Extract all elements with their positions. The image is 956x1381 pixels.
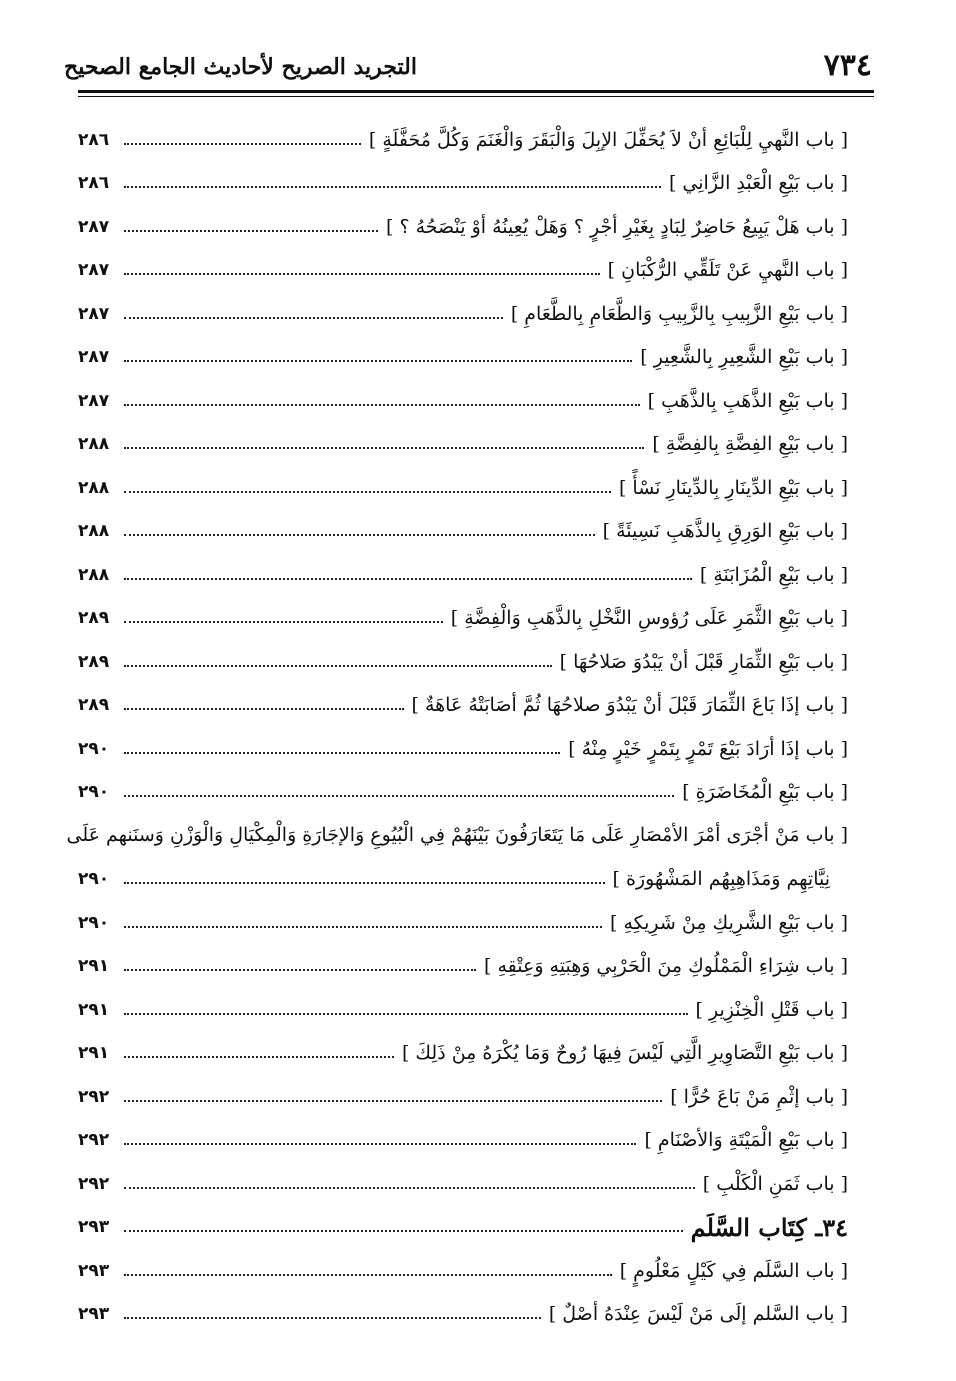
- entry-title: [ باب السَّلم إلَى مَنْ لَيْسَ عِنْدَهُ أصْلٌ ]: [548, 1303, 848, 1326]
- entry-title: [ باب بَيْعِ الثَّمَرِ عَلَى رُؤوسِ النَّخْلِ بِالذَّهَبِ وَالْفِضَّةِ ]: [450, 607, 848, 630]
- entry-page: ٢٨٧: [78, 347, 110, 368]
- dot-leader: [124, 882, 605, 884]
- dot-leader: [124, 1100, 662, 1102]
- entry-title: [ باب بَيْعِ الْعَبْدِ الزَّانِي ]: [668, 172, 848, 195]
- toc-entry: [78, 1032, 848, 1076]
- dot-leader: [124, 186, 661, 188]
- running-header-title: التجريد الصريح لأحاديث الجامع الصحيح: [64, 54, 417, 80]
- table-of-contents: [66, 118, 848, 1336]
- toc-group-2: [78, 901, 848, 1206]
- toc-group-1: [78, 118, 848, 814]
- entry-title: [ باب بَيْعِ الوَرِقِ بِالذَّهَبِ نَسِيئَةً ]: [602, 520, 848, 543]
- entry-title: [ باب إثْمِ مَنْ بَاعَ حُرًّا ]: [670, 1085, 848, 1108]
- dot-leader: [124, 1317, 541, 1319]
- entry-title: [ باب بَيْعِ الذَّهَبِ بِالذَّهَبِ ]: [647, 389, 848, 412]
- dot-leader: [124, 230, 378, 232]
- entry-title: [ باب النَّهيِ لِلْبَائِعِ أنْ لاَ يُحَفِّلَ الإبِلَ وَالْبَقَرَ وَالْغَنَمَ وَكُلَّ مُحَفَّلَةٍ ]: [368, 128, 848, 151]
- entry-title: [ باب ثَمَنِ الْكَلْبِ ]: [702, 1172, 848, 1195]
- dot-leader: [124, 665, 552, 667]
- entry-page: ٢٨٧: [78, 260, 110, 281]
- toc-entry: [78, 249, 848, 293]
- dot-leader: [124, 969, 476, 971]
- entry-title: [ باب هَلْ يَبِيعُ حَاضِرٌ لِبَادٍ بِغَيْرِ أجْرٍ ؟ وَهَلْ يُعِينُهُ أوْ يَنْصَحُهُ ؟ ]: [386, 215, 848, 238]
- dot-leader: [124, 273, 600, 275]
- entry-page: ٢٨٧: [78, 390, 110, 411]
- dot-leader: [124, 143, 361, 145]
- toc-entry: [78, 1119, 848, 1163]
- entry-page: ٢٩٢: [78, 1130, 110, 1151]
- dot-leader: [124, 404, 640, 406]
- entry-page: ٢٩٠: [78, 869, 110, 890]
- entry-page: ٢٨٧: [78, 216, 110, 237]
- entry-title: [ باب إذَا أرَادَ بَيْعَ تَمْرٍ بِتَمْرٍ خَيْرٍ مِنْهُ ]: [568, 737, 848, 760]
- entry-title-line2: نِيَّاتِهِم وَمَذَاهِبِهُم المَشْهُورَة ]: [612, 868, 830, 891]
- dot-leader: [124, 1230, 683, 1232]
- toc-entry: [78, 1162, 848, 1206]
- toc-entry: [78, 466, 848, 510]
- entry-page: ٢٨٨: [78, 477, 110, 498]
- entry-title: [ باب شِرَاءِ الْمَمْلُوكِ مِنَ الْحَرْبِي وَهِبَتِهِ وَعِتْقِهِ ]: [484, 955, 848, 978]
- toc-group-3: [78, 1249, 848, 1336]
- entry-page: ٢٨٨: [78, 521, 110, 542]
- entry-title: [ باب بَيْعِ الْمَيْتَةِ وَالأصْنَامِ ]: [644, 1129, 848, 1152]
- entry-page: ٢٩٣: [78, 1304, 110, 1325]
- toc-entry: [78, 684, 848, 728]
- entry-title: [ باب إذَا بَاعَ الثِّمَارَ قَبْلَ أنْ يَبْدُوَ صلاحُهَا ثُمَّ أصَابَتْهُ عَاهَةٌ ]: [411, 694, 848, 717]
- entry-title: [ باب بَيْعِ الْمُزَابَنَةِ ]: [699, 563, 848, 586]
- entry-page: ٢٨٦: [78, 173, 110, 194]
- entry-page: ٢٨٨: [78, 564, 110, 585]
- entry-page: ٢٩٣: [78, 1260, 110, 1281]
- toc-entry: [78, 423, 848, 467]
- toc-entry: [78, 510, 848, 554]
- entry-page: ٢٨٩: [78, 608, 110, 629]
- entry-title: [ باب النَّهيِ عَنْ تَلَقِّي الرُّكْبَانِ ]: [607, 259, 848, 282]
- dot-leader: [124, 708, 404, 710]
- entry-title: [ باب بَيْعِ الفِضَّةِ بِالفِضَّةِ ]: [652, 433, 848, 456]
- toc-entry: [78, 292, 848, 336]
- dot-leader: [124, 360, 632, 362]
- entry-title: [ باب بَيْعِ التَّصَاوِيرِ الَّتِي لَيْسَ فِيهَا رُوحٌ وَمَا يُكْرَهُ مِنْ ذَلِكَ ]: [401, 1042, 848, 1065]
- dot-leader: [124, 491, 611, 493]
- dot-leader: [124, 1187, 695, 1189]
- page-number: ٧٣٤: [823, 48, 872, 83]
- toc-entry-multiline: [66, 814, 848, 901]
- toc-entry-continuation: [78, 858, 848, 902]
- entry-page: ٢٩١: [78, 999, 110, 1020]
- toc-entry: [78, 162, 848, 206]
- entry-page: ٢٩١: [78, 1043, 110, 1064]
- entry-page: ٢٨٩: [78, 651, 110, 672]
- toc-entry: [78, 553, 848, 597]
- entry-page: ٢٨٩: [78, 695, 110, 716]
- toc-entry: [78, 640, 848, 684]
- dot-leader: [124, 752, 560, 754]
- toc-entry: [78, 771, 848, 815]
- toc-entry: [78, 1293, 848, 1337]
- entry-page: ٢٩٠: [78, 782, 110, 803]
- toc-entry: [78, 901, 848, 945]
- toc-entry: [78, 205, 848, 249]
- dot-leader: [124, 317, 503, 319]
- dot-leader: [124, 447, 644, 449]
- entry-title: [ باب السَّلَم فِي كَيْلٍ مَعْلُومٍ ]: [619, 1259, 848, 1282]
- entry-title: [ باب بَيْعِ الثِّمَارِ قَبْلَ أنْ يَبْدُوَ صَلاحُهَا ]: [559, 650, 848, 673]
- entry-page: ٢٩٠: [78, 912, 110, 933]
- toc-entry: [78, 1075, 848, 1119]
- chapter-page: ٢٩٣: [78, 1217, 110, 1238]
- toc-entry: [78, 379, 848, 423]
- entry-title: [ باب بَيْعِ الزَّبِيبِ بِالزَّبِيبِ وَالطَّعَامِ بِالطَّعَامِ ]: [510, 302, 848, 325]
- entry-page: ٢٩٢: [78, 1086, 110, 1107]
- toc-entry: [78, 336, 848, 380]
- toc-entry: [78, 988, 848, 1032]
- entry-page: ٢٩٢: [78, 1173, 110, 1194]
- entry-title: [ باب قَتْلِ الْخِنْزِيرِ ]: [695, 998, 848, 1021]
- entry-page: ٢٨٧: [78, 303, 110, 324]
- entry-page: ٢٨٦: [78, 129, 110, 150]
- toc-entry: [78, 118, 848, 162]
- dot-leader: [124, 1056, 394, 1058]
- entry-page: ٢٨٨: [78, 434, 110, 455]
- dot-leader: [124, 534, 595, 536]
- entry-title: [ باب بَيْعِ الشَّعِيرِ بِالشَّعِيرِ ]: [640, 346, 848, 369]
- dot-leader: [124, 795, 674, 797]
- toc-entry: [78, 1249, 848, 1293]
- chapter-heading: [78, 1206, 848, 1250]
- entry-page: ٢٩١: [78, 956, 110, 977]
- entry-title: [ باب بَيْعِ الْمُخَاضَرَةِ ]: [682, 781, 848, 804]
- header-rule-thin: [78, 96, 874, 97]
- dot-leader: [124, 1274, 612, 1276]
- toc-entry: [78, 727, 848, 771]
- toc-entry: [78, 945, 848, 989]
- dot-leader: [124, 621, 443, 623]
- entry-title-line1: [ باب مَنْ أجْرَى أمْرَ الأمْصَارِ عَلَى مَا يَتَعَارَفُونَ بَيْنَهُمْ فِي الْبُيُوعِ وَالإجَارَةِ وَالْمِكْيَالِ وَالْوَزْنِ وَسنَنهم عَلَى: [66, 824, 848, 846]
- dot-leader: [124, 1143, 636, 1145]
- entry-page: ٢٩٠: [78, 738, 110, 759]
- entry-title: [ باب بَيْعِ الدِّينَارِ بِالدِّينَارِ نَسْأً ]: [618, 476, 848, 499]
- chapter-title: ٣٤ـ كِتَاب السَّلَم: [690, 1212, 848, 1242]
- header-rule-thick: [78, 90, 874, 93]
- dot-leader: [124, 578, 692, 580]
- dot-leader: [124, 1013, 688, 1015]
- entry-title: [ باب بَيْعِ الشَّرِيكِ مِنْ شَرِيكِهِ ]: [610, 911, 848, 934]
- toc-entry: [78, 597, 848, 641]
- dot-leader: [124, 926, 602, 928]
